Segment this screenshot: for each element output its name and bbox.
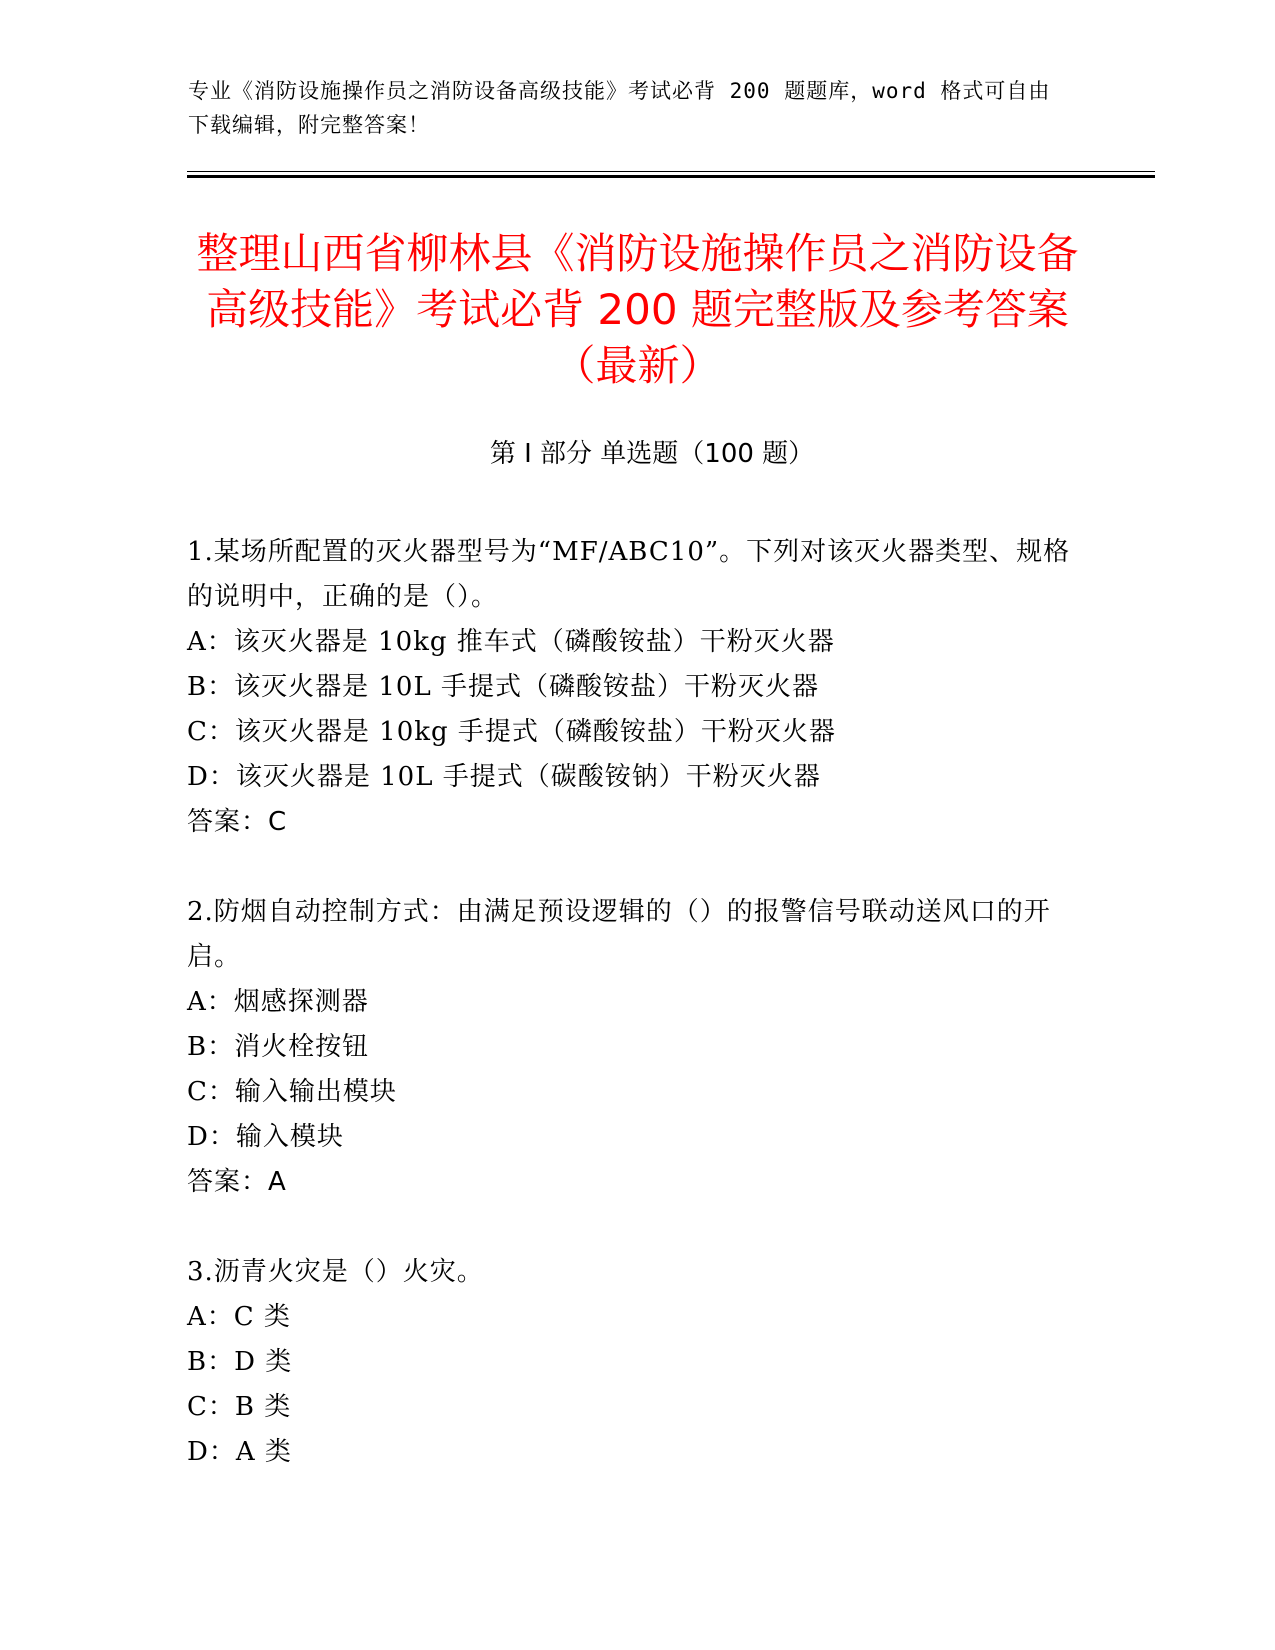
option-a: A：C 类 [187, 1302, 291, 1332]
answer: 答案：A [187, 1167, 287, 1197]
header-note: 专业《消防设施操作员之消防设备高级技能》考试必背 200 题题库，word 格式可自由下载编辑，附完整答案！ [188, 79, 1051, 137]
question-stem: 1.某场所配置的灭火器型号为“MF/ABC10”。下列对该灭火器类型、规格的说明中，正确的是（）。 [187, 537, 1071, 612]
option-c: C：输入输出模块 [187, 1077, 397, 1107]
header-rule-bottom [187, 175, 1155, 178]
option-d: D：输入模块 [187, 1122, 344, 1152]
page-title: 整理山西省柳林县《消防设施操作员之消防设备高级技能》考试必背 200 题完整版及参考答案（最新） [196, 229, 1079, 390]
option-b: B：该灭火器是 10L 手提式（磷酸铵盐）干粉灭火器 [187, 672, 819, 702]
option-a: A：该灭火器是 10kg 推车式（磷酸铵盐）干粉灭火器 [187, 627, 835, 657]
question-3 [187, 1250, 1087, 1475]
section-title: 第 I 部分 单选题（100 题） [489, 439, 815, 469]
question-list [187, 530, 1087, 1520]
answer: 答案：C [187, 807, 288, 837]
option-d: D：A 类 [187, 1437, 292, 1467]
header-rule-top [187, 171, 1155, 172]
option-c: C：该灭火器是 10kg 手提式（磷酸铵盐）干粉灭火器 [187, 717, 836, 747]
option-a: A：烟感探测器 [187, 987, 369, 1017]
option-b: B：D 类 [187, 1347, 293, 1377]
option-d: D：该灭火器是 10L 手提式（碳酸铵钠）干粉灭火器 [187, 762, 821, 792]
question-2 [187, 890, 1087, 1205]
option-c: C：B 类 [187, 1392, 292, 1422]
question-stem: 2.防烟自动控制方式：由满足预设逻辑的（）的报警信号联动送风口的开启。 [187, 897, 1051, 972]
option-b: B：消火栓按钮 [187, 1032, 370, 1062]
question-stem: 3.沥青火灾是（）火灾。 [187, 1257, 484, 1287]
question-1 [187, 530, 1087, 845]
